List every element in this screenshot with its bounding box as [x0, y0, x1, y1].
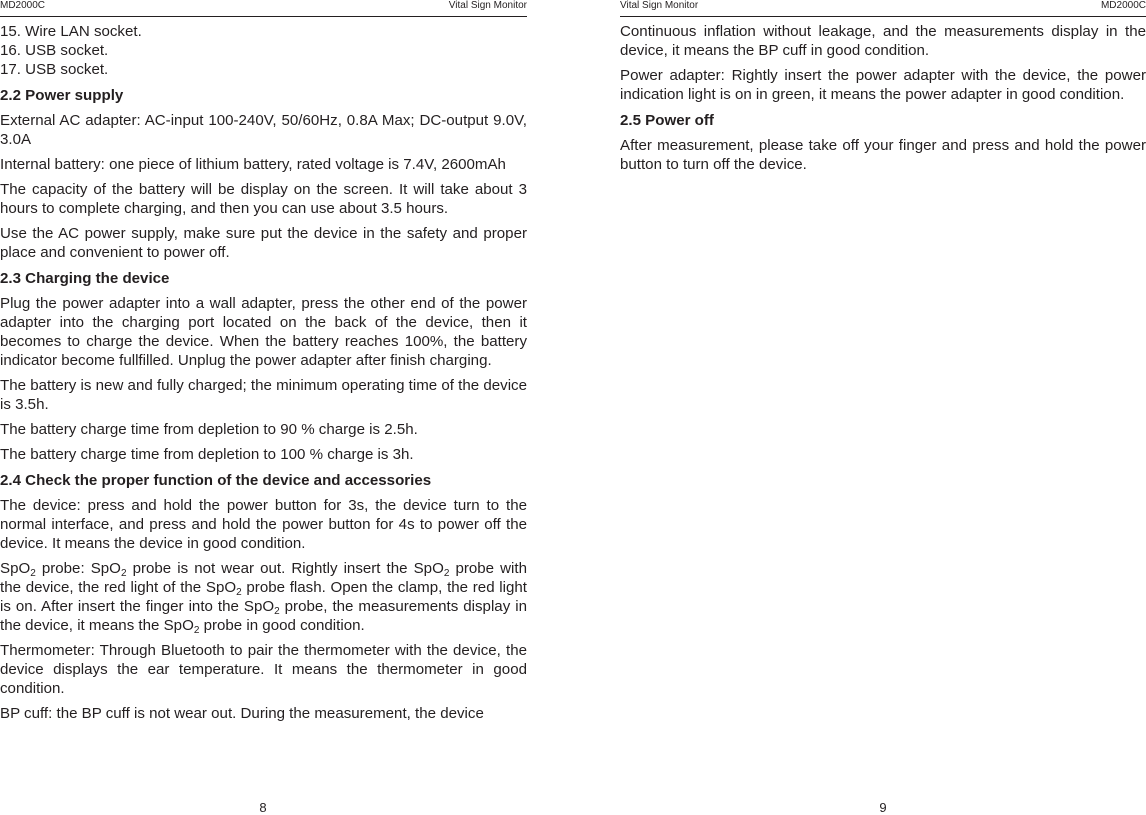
paragraph: Power adapter: Rightly insert the power adapter with the device, the power indication light is on in green, it means the power adapter in good condition.	[620, 67, 1146, 103]
paragraph: External AC adapter: AC-input 100-240V, 50/60Hz, 0.8A Max; DC-output 9.0V, 3.0A	[0, 112, 527, 148]
paragraph: The battery is new and fully charged; the minimum operating time of the device is 3.5h.	[0, 377, 527, 413]
list-item: 17. USB socket.	[0, 61, 109, 78]
left-page	[0, 0, 527, 813]
paragraph: BP cuff: the BP cuff is not wear out. During the measurement, the device	[0, 705, 484, 722]
header-title: Vital Sign Monitor	[620, 0, 699, 11]
text-run: probe, the measurements display in the device, it means the SpO	[0, 598, 527, 634]
text-run: probe: SpO	[35, 560, 121, 577]
page-header	[620, 0, 1146, 17]
right-page	[620, 0, 1146, 813]
subscript: 2	[236, 587, 242, 598]
paragraph: Use the AC power supply, make sure put the device in the safety and proper place and convenient to power off.	[0, 225, 527, 261]
text-run: probe in good condition.	[199, 617, 365, 634]
subscript: 2	[120, 568, 127, 579]
header-title: Vital Sign Monitor	[448, 0, 527, 11]
list-item: 16. USB socket.	[0, 42, 109, 59]
subscript: 2	[193, 625, 200, 636]
paragraph: The battery charge time from depletion to 90 % charge is 2.5h.	[0, 421, 418, 438]
header-model: MD2000C	[1100, 0, 1146, 11]
subscript: 2	[30, 568, 36, 579]
paragraph: The battery charge time from depletion to 100 % charge is 3h.	[0, 446, 414, 463]
paragraph: Plug the power adapter into a wall adapter, press the other end of the power adapter into the charging port located on the back of the device, then it becomes to charge the device. When the battery reaches 100%, the battery indicator become fullfilled. Unplug the power adapter after finish charging.	[0, 295, 527, 369]
page-body	[620, 22, 1146, 180]
text-run: probe flash. Open the clamp, the red light is on. After insert the finger into the SpO	[0, 579, 527, 615]
paragraph: Internal battery: one piece of lithium battery, rated voltage is 7.4V, 2600mAh	[0, 156, 506, 173]
paragraph: The capacity of the battery will be display on the screen. It will take about 3 hours to complete charging, and then you can use about 3.5 hours.	[0, 181, 527, 217]
page-number: 8	[259, 800, 267, 815]
text-run: probe with the device, the red light of the SpO	[0, 560, 527, 596]
list-item: 15. Wire LAN socket.	[0, 23, 142, 40]
section-heading-power-supply: 2.2 Power supply	[0, 87, 124, 104]
paragraph: Continuous inflation without leakage, and the measurements display in the device, it means the BP cuff in good condition.	[620, 23, 1146, 59]
text-run: probe is not wear out. Rightly insert the SpO	[126, 560, 444, 577]
section-heading-power-off: 2.5 Power off	[620, 112, 714, 129]
paragraph: After measurement, please take off your finger and press and hold the power button to turn off the device.	[620, 137, 1146, 173]
page-body	[0, 22, 527, 729]
subscript: 2	[443, 568, 450, 579]
header-model: MD2000C	[0, 0, 46, 11]
text-run: SpO	[0, 560, 31, 577]
page-number: 9	[879, 800, 887, 815]
subscript: 2	[274, 606, 280, 617]
paragraph: The device: press and hold the power button for 3s, the device turn to the normal interface, and press and hold the power button for 4s to power off the device. It means the device in good condition.	[0, 497, 527, 552]
paragraph: Thermometer: Through Bluetooth to pair the thermometer with the device, the device displays the ear temperature. It means the thermometer in good condition.	[0, 642, 527, 697]
paragraph-spo2	[0, 559, 527, 635]
section-heading-function-check: 2.4 Check the proper function of the device and accessories	[0, 472, 432, 489]
section-heading-charging: 2.3 Charging the device	[0, 270, 170, 287]
page-header	[0, 0, 527, 17]
